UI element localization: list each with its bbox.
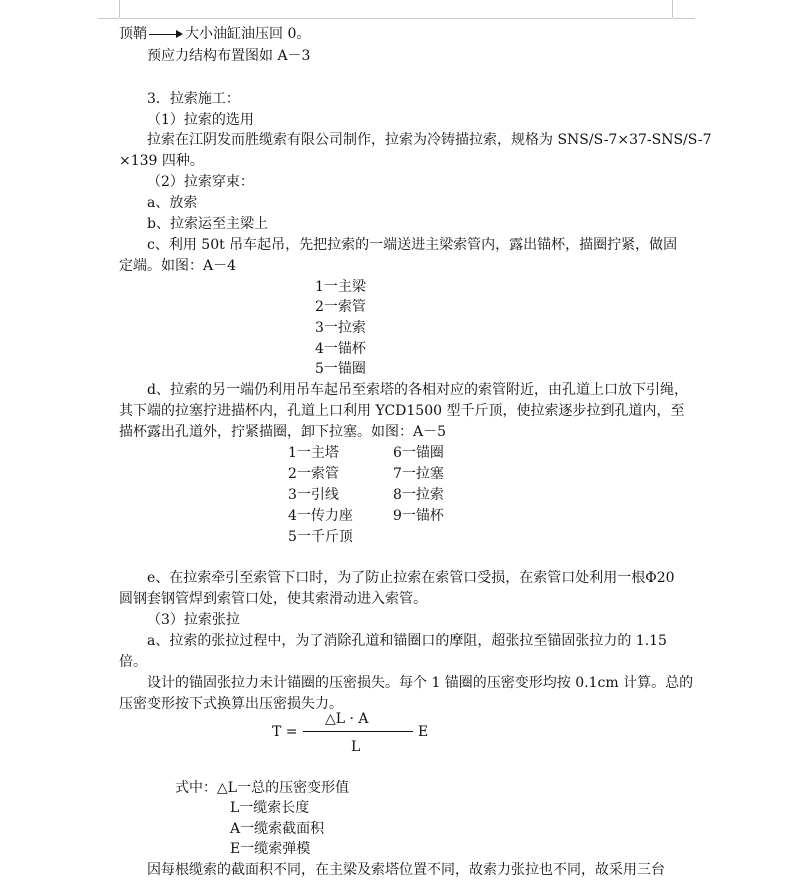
subsection-heading: （2）拉索穿束： [147, 174, 254, 190]
paragraph-line: 预应力结构布置图如 A－3 [147, 48, 311, 64]
margin-guide [98, 18, 119, 19]
subsection-heading: （1）拉索的选用 [147, 112, 254, 128]
text: 顶鞘 [119, 26, 147, 42]
where-item: L一缆索长度 [230, 800, 310, 816]
list-item: a、放索 [147, 195, 198, 211]
paragraph-line: a、拉索的张拉过程中，为了消除孔道和锚圈口的摩阻，超张拉至锚固张拉力的 1.15 [147, 633, 667, 649]
margin-guide [120, 18, 672, 19]
paragraph-line [119, 24, 310, 44]
legend-item: 6一锚圈 [393, 445, 444, 461]
paragraph-line: 描杯露出孔道外，拧紧描圈，卸下拉塞。如图：A－5 [119, 424, 447, 440]
paragraph-line: 压密变形按下式换算出压密损失力。 [119, 696, 343, 712]
where-item: A一缆索截面积 [230, 821, 325, 837]
margin-guide [672, 0, 673, 18]
legend-item: 9一锚杯 [393, 508, 444, 524]
legend-item: 3一拉索 [315, 320, 366, 336]
paragraph-line: e、在拉索牵引至索管下口时，为了防止拉索在索管口受损，在索管口处利用一根Φ20 [147, 570, 675, 586]
paragraph-line: 倍。 [119, 654, 147, 670]
fraction-bar [303, 731, 413, 732]
legend-item: 7一拉塞 [393, 466, 444, 482]
legend-item: 1一主塔 [288, 445, 339, 461]
legend-item: 4一锚杯 [315, 341, 366, 357]
formula-lhs: T = [272, 724, 298, 740]
legend-item: 2一索管 [315, 299, 366, 315]
legend-item: 3一引线 [288, 487, 339, 503]
legend-item: 5一锚圈 [315, 361, 366, 377]
legend-item: 8一拉索 [393, 487, 444, 503]
formula-numerator: △L · A [325, 711, 369, 727]
legend-item: 2一索管 [288, 466, 339, 482]
paragraph-line: ×139 四种。 [119, 153, 204, 169]
paragraph-line: 其下端的拉塞拧进描杯内，孔道上口利用 YCD1500 型千斤顶，使拉索逐步拉到孔道内，至 [119, 403, 685, 419]
legend-item: 4一传力座 [288, 508, 353, 524]
legend-item: 1一主梁 [315, 279, 366, 295]
text: 大小油缸油压回 0。 [185, 26, 311, 42]
legend-item: 5一千斤顶 [288, 529, 353, 545]
where-item: E一缆索弹模 [230, 841, 311, 857]
margin-guide [673, 18, 695, 19]
paragraph-line: d、拉索的另一端仍利用吊车起吊至索塔的各相对应的索管附近，由孔道上口放下引绳， [147, 382, 688, 398]
paragraph-line: 因每根缆索的截面积不同，在主梁及索塔位置不同，故索力张拉也不同，故采用三台 [147, 862, 665, 878]
list-item: b、拉索运至主梁上 [147, 216, 268, 232]
paragraph-line: 定端。如图：A－4 [119, 258, 237, 274]
paragraph-line: c、利用 50t 吊车起吊，先把拉索的一端送进主梁索管内，露出锚杯，描圈拧紧，做固 [147, 237, 678, 253]
subsection-heading: （3）拉索张拉 [147, 612, 240, 628]
section-heading: 3．拉索施工： [147, 91, 240, 107]
arrow-icon [149, 34, 181, 35]
where-clause: 式中：△L一总的压密变形值 [175, 780, 350, 796]
formula-rhs: E [418, 724, 429, 740]
paragraph-line: 拉索在江阴发而胜缆索有限公司制作，拉索为冷铸描拉索，规格为 SNS/S-7×37-SNS/S-7 [147, 132, 712, 148]
paragraph-line: 圆钢套钢管焊到索管口处，使其索滑动进入索管。 [119, 591, 427, 607]
margin-guide [119, 0, 120, 18]
formula-denominator: L [351, 739, 361, 755]
paragraph-line: 设计的锚固张拉力未计锚圈的压密损失。每个 1 锚圈的压密变形均按 0.1cm 计算。总的 [147, 675, 694, 691]
